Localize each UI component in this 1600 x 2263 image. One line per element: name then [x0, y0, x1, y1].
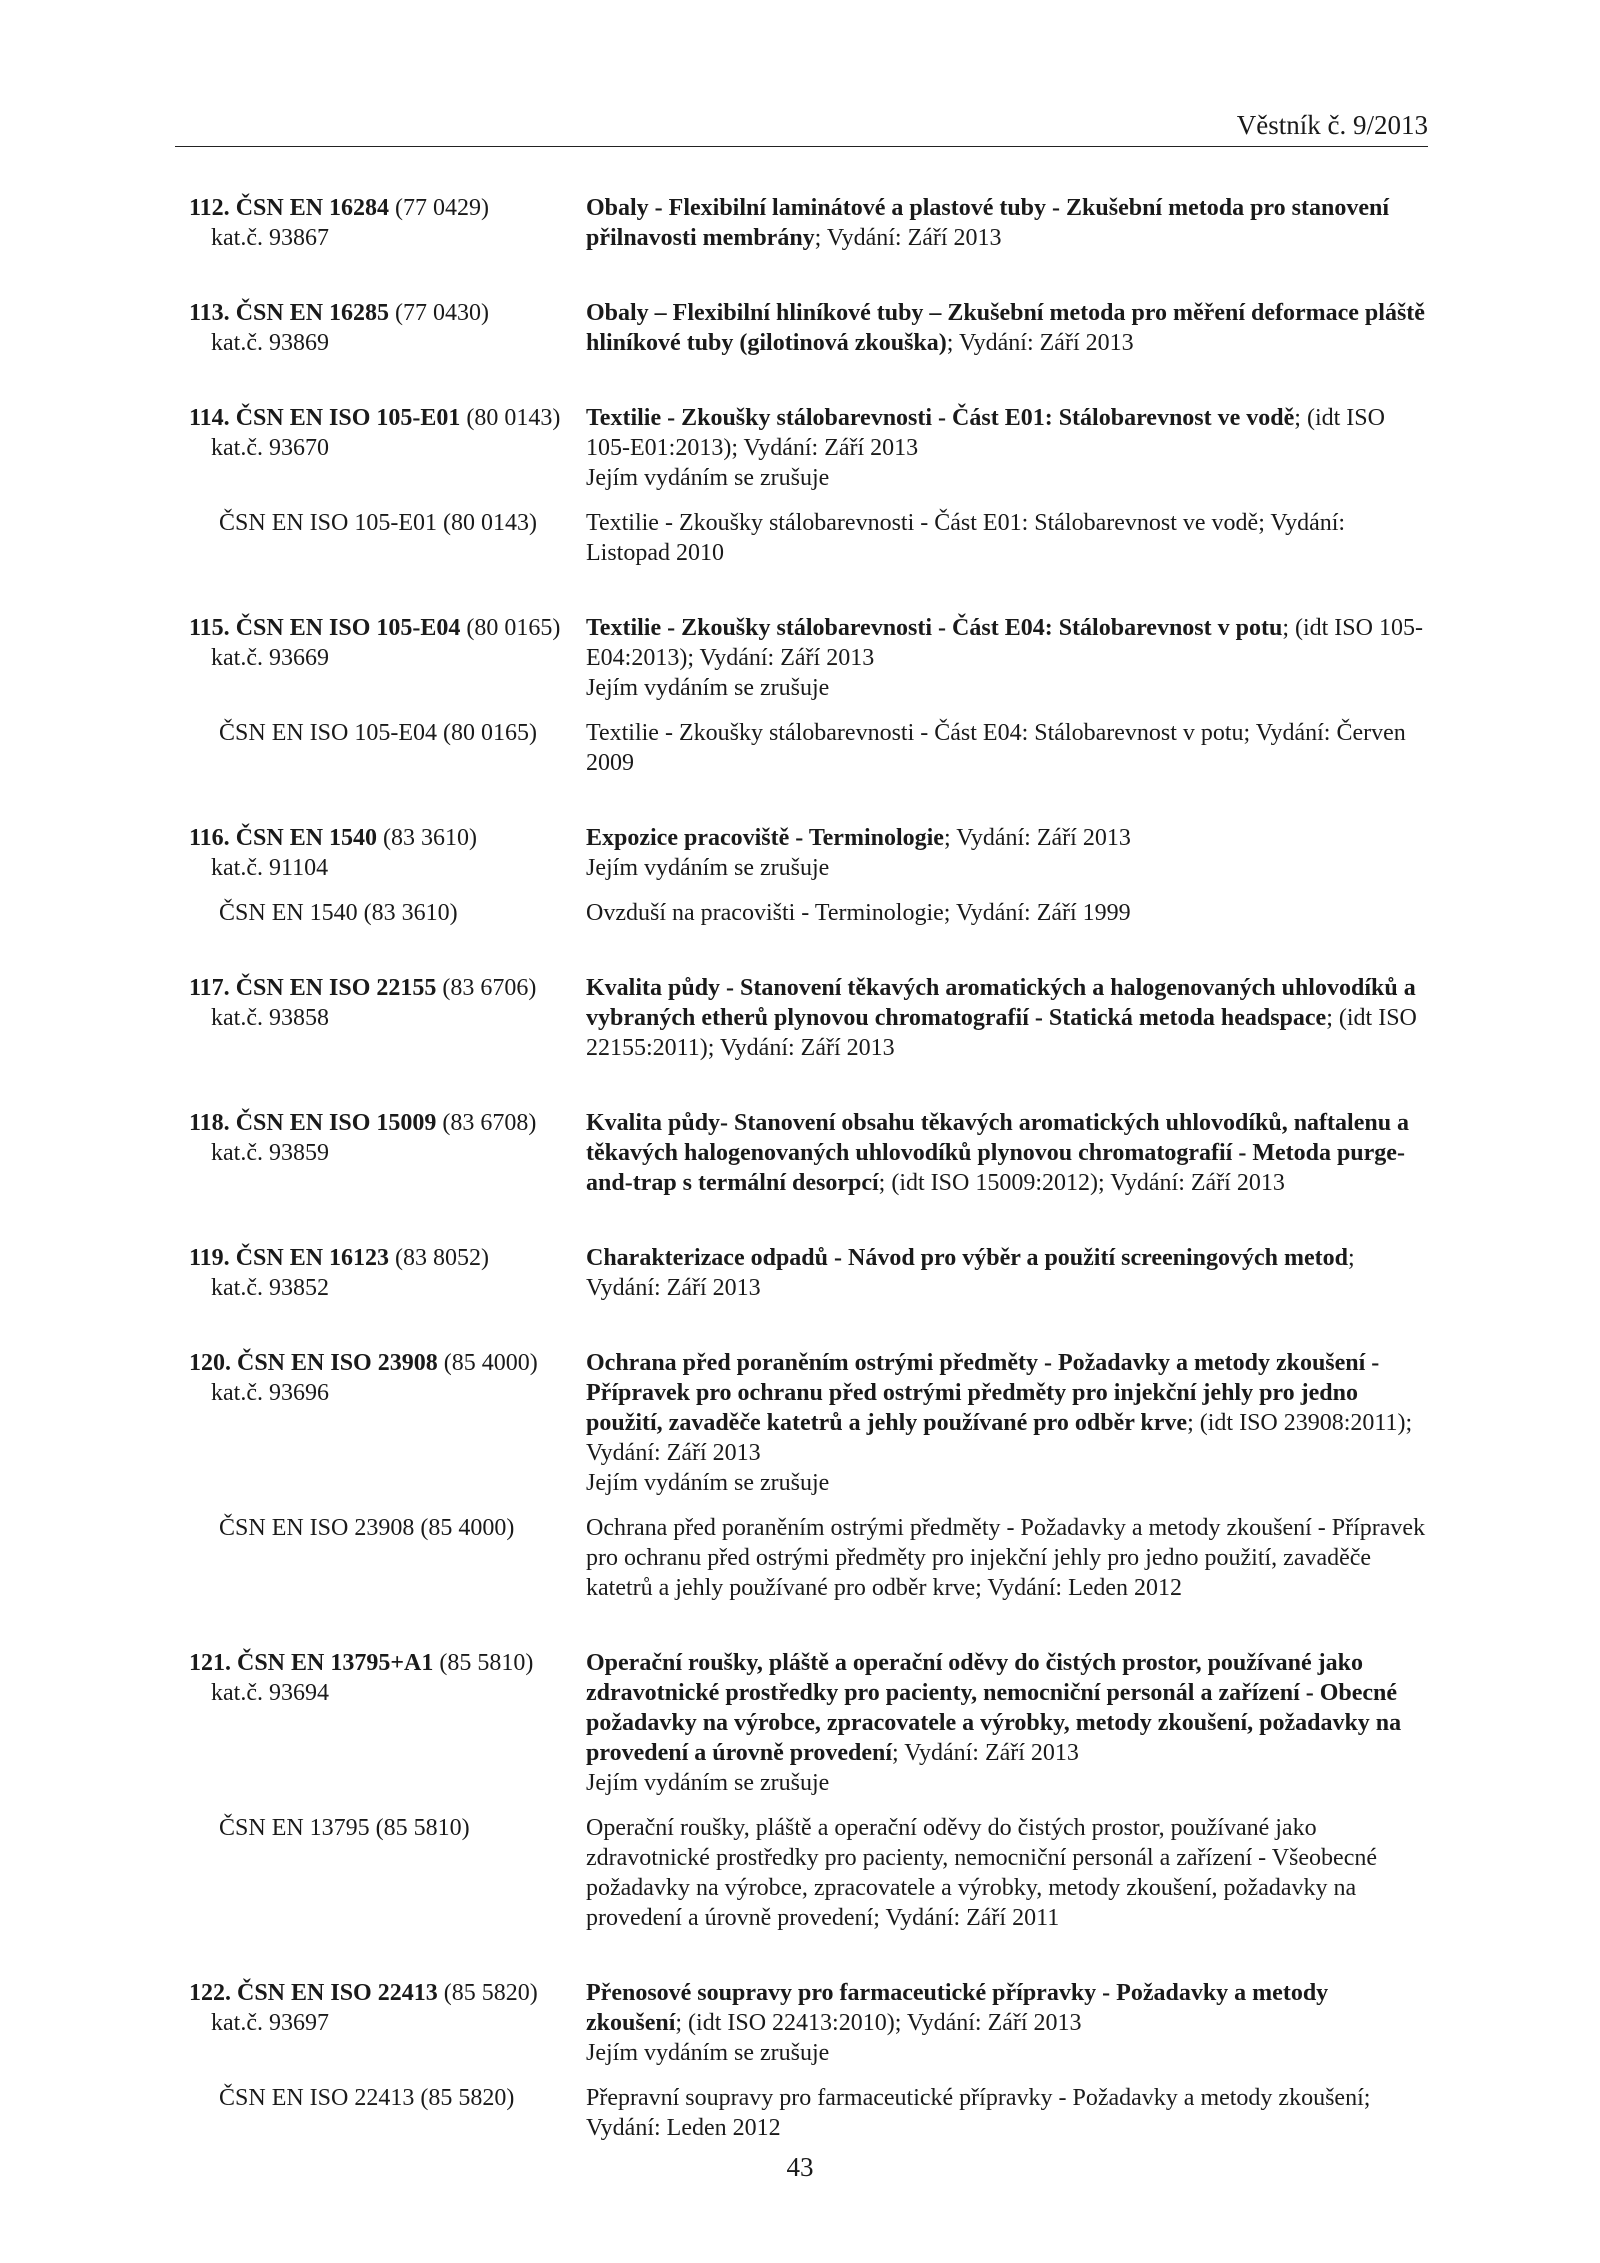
- replaced-standard-designation: [189, 1513, 586, 1543]
- classification-code: (80 0143): [460, 405, 561, 431]
- standard-title: Textilie - Zkoušky stálobarevnosti - Část E04: Stálobarevnost v potu: [586, 615, 1283, 641]
- standard-entry: [189, 1243, 1427, 1303]
- standard-description: [586, 973, 1427, 1063]
- issue-details: ; (idt ISO 23908:2011); Vydání: Září 2013: [586, 1410, 1413, 1466]
- standard-entry: [189, 973, 1427, 1063]
- entry-number: 120.: [189, 1350, 231, 1376]
- classification-code: (77 0430): [389, 300, 490, 326]
- standard-description: [586, 1243, 1427, 1303]
- replaced-standard-designation: [189, 2083, 586, 2113]
- catalog-number: kat.č. 93670: [211, 435, 329, 461]
- page-header: [175, 105, 1428, 147]
- replaced-standard-title: Ovzduší na pracovišti - Terminologie; Vydání: Září 1999: [586, 900, 1131, 926]
- standard-title: Operační roušky, pláště a operační oděvy do čistých prostor, používané jako zdravotnické prostředky pro pacienty, nemocniční personál a zařízení - Obecné požadavky na výrobce, zpracovatele a výrobky, metody zkoušení, požadavky na provedení a úrovně provedení: [586, 1650, 1402, 1766]
- standard-description: [586, 613, 1427, 703]
- replaced-standard-designation: [189, 508, 586, 538]
- standard-code: ČSN EN ISO 22413: [237, 1980, 438, 2006]
- standard-code: ČSN EN ISO 105-E04: [235, 615, 461, 641]
- replaced-standard-title: Ochrana před poraněním ostrými předměty - Požadavky a metody zkoušení - Přípravek pro ochranu před ostrými předměty pro injekční jehly pro jedno použití, zavaděče katetrů a jehly používané pro odběr krve; Vydání: Leden 2012: [586, 1515, 1426, 1601]
- catalog-number: kat.č. 91104: [211, 855, 329, 881]
- new-standard-row: [189, 298, 1427, 358]
- new-standard-row: [189, 823, 1427, 883]
- standard-title: Obaly – Flexibilní hliníkové tuby – Zkušební metoda pro měření deformace pláště hliníkové tuby (gilotinová zkouška): [586, 300, 1425, 356]
- standard-entry: [189, 403, 1427, 568]
- new-standard-row: [189, 1978, 1427, 2068]
- catalog-number: kat.č. 93669: [211, 645, 329, 671]
- catalog-number: kat.č. 93859: [211, 1140, 329, 1166]
- replaced-standard-description: [586, 1813, 1427, 1933]
- standard-code: ČSN EN 1540: [235, 825, 378, 851]
- standard-entry: [189, 823, 1427, 928]
- replaced-standard-description: [586, 2083, 1427, 2143]
- classification-code: (80 0165): [460, 615, 561, 641]
- cancellation-note: Jejím vydáním se zrušuje: [586, 855, 830, 881]
- replaced-standard-row: [189, 2083, 1427, 2143]
- standard-entry: [189, 298, 1427, 358]
- classification-code: (83 6708): [436, 1110, 537, 1136]
- cancellation-note: Jejím vydáním se zrušuje: [586, 2040, 830, 2066]
- replaced-standard-title: Operační roušky, pláště a operační oděvy do čistých prostor, používané jako zdravotnické prostředky pro pacienty, nemocniční personál a zařízení - Všeobecné požadavky na výrobce, zpracovatele a výrobky, metody zkoušení, požadavky na provedení a úrovně provedení; Vydání: Září 2011: [586, 1815, 1378, 1931]
- catalog-number: kat.č. 93869: [211, 330, 329, 356]
- catalog-number: kat.č. 93694: [211, 1680, 329, 1706]
- standard-title: Charakterizace odpadů - Návod pro výběr a použití screeningových metod: [586, 1245, 1348, 1271]
- standard-designation: [189, 973, 586, 1033]
- standard-description: [586, 1978, 1427, 2068]
- standard-title: Expozice pracoviště - Terminologie: [586, 825, 944, 851]
- classification-code: (77 0429): [389, 195, 490, 221]
- entry-number: 116.: [189, 825, 230, 851]
- issue-details: ; Vydání: Září 2013: [946, 330, 1134, 356]
- classification-code: (85 5810): [433, 1650, 534, 1676]
- new-standard-row: [189, 1108, 1427, 1198]
- new-standard-row: [189, 1348, 1427, 1498]
- entry-number: 119.: [189, 1245, 230, 1271]
- cancellation-note: Jejím vydáním se zrušuje: [586, 675, 830, 701]
- standard-entry: [189, 1348, 1427, 1603]
- page-number: 43: [786, 2152, 814, 2182]
- standard-title: Ochrana před poraněním ostrými předměty - Požadavky a metody zkoušení - Přípravek pro ochranu před ostrými předměty pro injekční jehly pro jedno použití, zavaděče katetrů a jehly používané pro odběr krve: [586, 1350, 1380, 1436]
- standard-entry: [189, 193, 1427, 253]
- classification-code: (85 5820): [437, 1980, 538, 2006]
- entry-number: 113.: [189, 300, 230, 326]
- standard-designation: [189, 1243, 586, 1303]
- standard-designation: [189, 823, 586, 883]
- issue-details: ; Vydání: Září 2013: [586, 1245, 1355, 1301]
- replaced-standard-row: [189, 1813, 1427, 1933]
- issue-details: ; (idt ISO 105-E04:2013); Vydání: Září 2013: [586, 615, 1423, 671]
- replaced-standard-designation: [189, 718, 586, 748]
- replaced-standard-code: ČSN EN ISO 22413 (85 5820): [219, 2085, 515, 2111]
- new-standard-row: [189, 193, 1427, 253]
- entry-number: 117.: [189, 975, 230, 1001]
- catalog-number: kat.č. 93697: [211, 2010, 329, 2036]
- standard-designation: [189, 298, 586, 358]
- standard-code: ČSN EN ISO 23908: [237, 1350, 438, 1376]
- replaced-standard-code: ČSN EN ISO 23908 (85 4000): [219, 1515, 515, 1541]
- issue-details: ; Vydání: Září 2013: [943, 825, 1131, 851]
- entry-number: 112.: [189, 195, 230, 221]
- standard-title: Kvalita půdy- Stanovení obsahu těkavých aromatických uhlovodíků, naftalenu a těkavých halogenovaných uhlovodíků plynovou chromatografií - Metoda purge-and-trap s termální desorpcí: [586, 1110, 1410, 1196]
- standard-title: Textilie - Zkoušky stálobarevnosti - Část E01: Stálobarevnost ve vodě: [586, 405, 1295, 431]
- standard-description: [586, 823, 1427, 883]
- catalog-number: kat.č. 93852: [211, 1275, 329, 1301]
- standard-code: ČSN EN ISO 22155: [235, 975, 437, 1001]
- entry-number: 115.: [189, 615, 230, 641]
- replaced-standard-row: [189, 508, 1427, 568]
- standard-description: [586, 1348, 1427, 1498]
- standard-designation: [189, 1348, 586, 1408]
- standard-designation: [189, 613, 586, 673]
- cancellation-note: Jejím vydáním se zrušuje: [586, 1770, 830, 1796]
- entry-number: 114.: [189, 405, 230, 431]
- bulletin-title: Věstník č. 9/2013: [1236, 110, 1428, 140]
- new-standard-row: [189, 1243, 1427, 1303]
- replaced-standard-row: [189, 1513, 1427, 1603]
- standard-code: ČSN EN ISO 15009: [235, 1110, 437, 1136]
- standard-code: ČSN EN 16284: [235, 195, 390, 221]
- standard-title: Kvalita půdy - Stanovení těkavých aromatických a halogenovaných uhlovodíků a vybraných etherů plynovou chromatografií - Statická metoda headspace: [586, 975, 1416, 1031]
- standard-description: [586, 193, 1427, 253]
- issue-details: ; (idt ISO 22413:2010); Vydání: Září 2013: [675, 2010, 1082, 2036]
- new-standard-row: [189, 613, 1427, 703]
- replaced-standard-description: [586, 1513, 1427, 1603]
- entry-number: 118.: [189, 1110, 230, 1136]
- standard-designation: [189, 1978, 586, 2038]
- issue-details: ; (idt ISO 15009:2012); Vydání: Září 2013: [878, 1170, 1285, 1196]
- replaced-standard-designation: [189, 1813, 586, 1843]
- standard-description: [586, 1108, 1427, 1198]
- standard-code: ČSN EN 13795+A1: [237, 1650, 434, 1676]
- new-standard-row: [189, 403, 1427, 493]
- catalog-number: kat.č. 93696: [211, 1380, 329, 1406]
- replaced-standard-code: ČSN EN ISO 105-E01 (80 0143): [219, 510, 537, 536]
- standard-code: ČSN EN 16123: [235, 1245, 390, 1271]
- new-standard-row: [189, 1648, 1427, 1798]
- classification-code: (83 6706): [436, 975, 537, 1001]
- replaced-standard-title: Přepravní soupravy pro farmaceutické přípravky - Požadavky a metody zkoušení; Vydání: Leden 2012: [586, 2085, 1371, 2141]
- issue-details: ; Vydání: Září 2013: [814, 225, 1002, 251]
- replaced-standard-code: ČSN EN ISO 105-E04 (80 0165): [219, 720, 537, 746]
- standard-description: [586, 298, 1427, 358]
- catalog-number: kat.č. 93867: [211, 225, 329, 251]
- standard-description: [586, 403, 1427, 493]
- replaced-standard-title: Textilie - Zkoušky stálobarevnosti - Část E04: Stálobarevnost v potu; Vydání: Červen 2009: [586, 720, 1406, 776]
- standard-code: ČSN EN 16285: [235, 300, 390, 326]
- cancellation-note: Jejím vydáním se zrušuje: [586, 1470, 830, 1496]
- new-standard-row: [189, 973, 1427, 1063]
- replaced-standard-code: ČSN EN 13795 (85 5810): [219, 1815, 470, 1841]
- entry-number: 121.: [189, 1650, 231, 1676]
- standard-description: [586, 1648, 1427, 1798]
- issue-details: ; (idt ISO 22155:2011); Vydání: Září 2013: [586, 1005, 1417, 1061]
- classification-code: (85 4000): [437, 1350, 538, 1376]
- replaced-standard-designation: [189, 898, 586, 928]
- replaced-standard-description: [586, 718, 1427, 778]
- replaced-standard-description: [586, 508, 1427, 568]
- standard-designation: [189, 403, 586, 463]
- catalog-number: kat.č. 93858: [211, 1005, 329, 1031]
- standard-designation: [189, 1648, 586, 1708]
- replaced-standard-description: [586, 898, 1427, 928]
- standard-title: Obaly - Flexibilní laminátové a plastové tuby - Zkušební metoda pro stanovení přilnavosti membrány: [586, 195, 1389, 251]
- cancellation-note: Jejím vydáním se zrušuje: [586, 465, 830, 491]
- standards-list: [189, 193, 1427, 2188]
- standard-entry: [189, 1978, 1427, 2143]
- replaced-standard-row: [189, 718, 1427, 778]
- standard-designation: [189, 1108, 586, 1168]
- standard-entry: [189, 613, 1427, 778]
- standard-code: ČSN EN ISO 105-E01: [235, 405, 461, 431]
- standard-entry: [189, 1648, 1427, 1933]
- classification-code: (83 3610): [377, 825, 478, 851]
- replaced-standard-row: [189, 898, 1427, 928]
- entry-number: 122.: [189, 1980, 231, 2006]
- replaced-standard-title: Textilie - Zkoušky stálobarevnosti - Část E01: Stálobarevnost ve vodě; Vydání: Listopad 2010: [586, 510, 1346, 566]
- standard-entry: [189, 1108, 1427, 1198]
- issue-details: ; (idt ISO 105-E01:2013); Vydání: Září 2013: [586, 405, 1385, 461]
- classification-code: (83 8052): [389, 1245, 490, 1271]
- replaced-standard-code: ČSN EN 1540 (83 3610): [219, 900, 458, 926]
- standard-designation: [189, 193, 586, 253]
- standard-title: Přenosové soupravy pro farmaceutické přípravky - Požadavky a metody zkoušení: [586, 1980, 1329, 2036]
- issue-details: ; Vydání: Září 2013: [892, 1740, 1079, 1766]
